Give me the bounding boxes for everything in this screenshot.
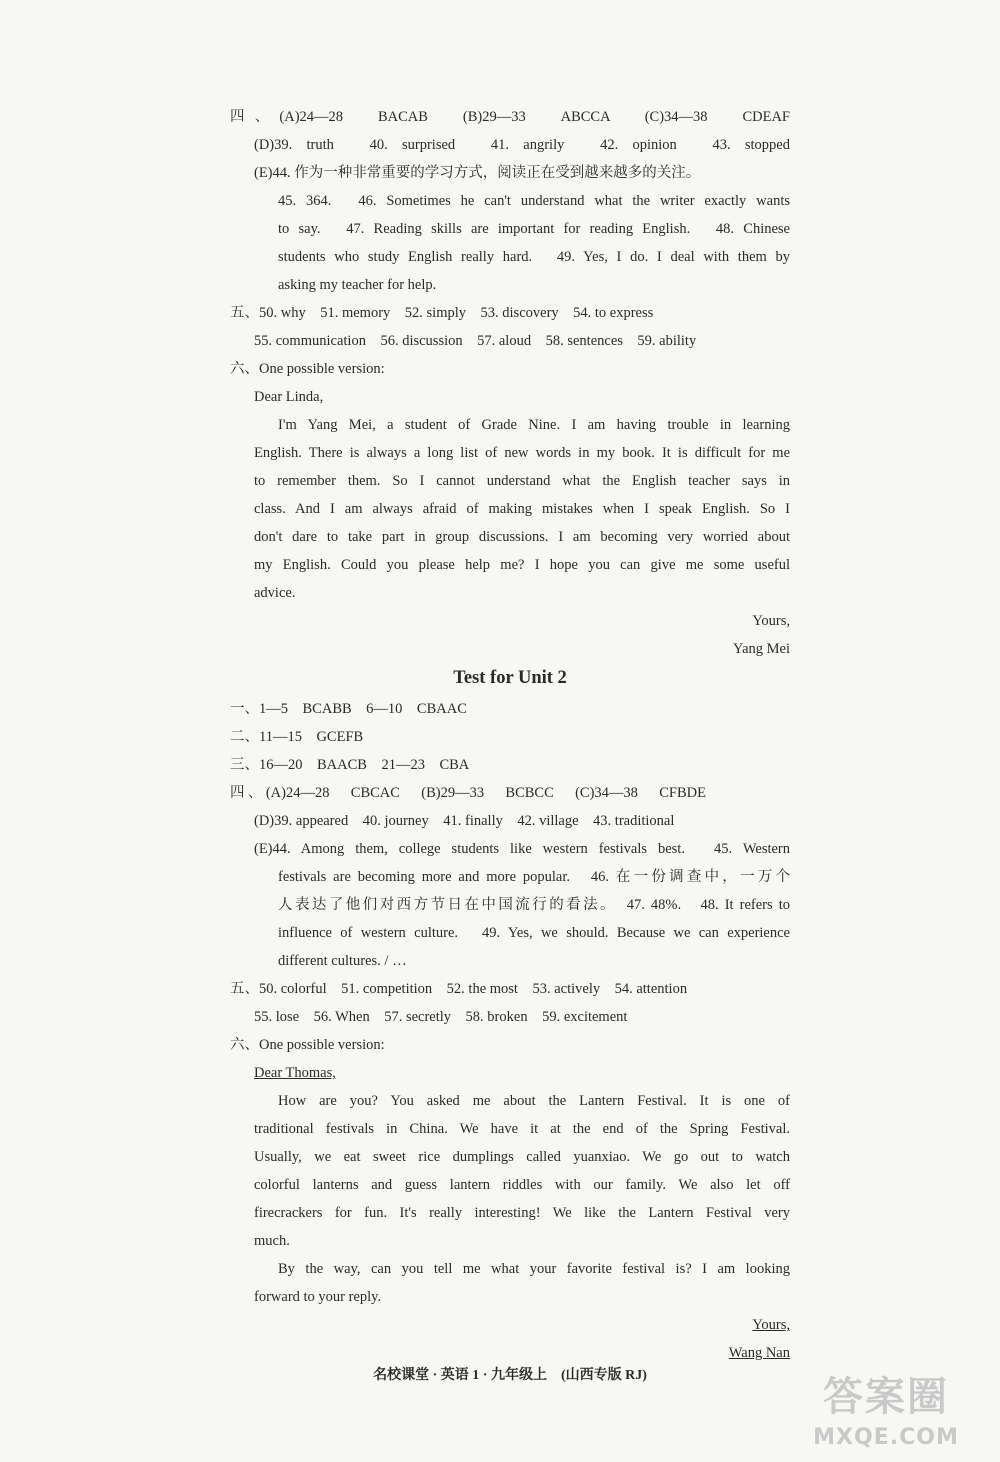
letter-line: How are you? You asked me about the Lantern Festival. It is one of [278,1093,790,1109]
section4-answers: 四、(A)24—28 CBCAC (B)29—33 BCBCC (C)34—38 CFBDE [230,785,706,801]
section4-answers: 四、(A)24—28 BACAB (B)29—33 ABCCA (C)34—38 CDEAF [230,109,790,125]
section4-e-line: to say. 47. Reading skills are important for reading English. 48. Chinese [278,221,790,237]
section4-e-answer-44: (E)44. 作为一种非常重要的学习方式，阅读正在受到越来越多的关注。 [254,165,701,181]
section5-answers-cont: 55. lose 56. When 57. secretly 58. broken 59. excitement [254,1009,628,1025]
section6-heading: 六、One possible version: [230,1037,385,1053]
section5-answers: 五、50. why 51. memory 52. simply 53. discovery 54. to express [230,305,654,321]
unit2-title: Test for Unit 2 [453,668,567,688]
section4-e-line: asking my teacher for help. [278,277,437,293]
letter-line: advice. [254,585,296,601]
section4-d-answers: (D)39. appeared 40. journey 41. finally 42. village 43. traditional [254,813,675,829]
section4-e-line: 45. 364. 46. Sometimes he can't understand what the writer exactly wants [278,193,790,209]
letter-line: colorful lanterns and guess lantern riddles with our family. We also let off [254,1177,790,1193]
watermark-text: 答案圈 [823,1374,949,1420]
section3-answers: 三、16—20 BAACB 21—23 CBA [230,757,470,773]
letter-closing-text: Yours, [752,1317,790,1333]
letter-signature: Yang Mei [733,641,790,657]
section4-d-answers: (D)39. truth 40. surprised 41. angrily 42. opinion 43. stopped [254,137,790,153]
watermark-logo [786,1370,986,1458]
letter-closing: Yours, [752,613,790,629]
watermark-url: MXQE.COM [813,1425,959,1450]
letter-signature [230,1343,790,1363]
letter-line: forward to your reply. [254,1289,382,1305]
section4-e-line: festivals are becoming more and more popular. 46. 在一份调查中，一万个 [278,869,790,885]
letter-line: my English. Could you please help me? I hope you can give me some useful [254,557,790,573]
letter-line: Usually, we eat sweet rice dumplings called yuanxiao. We go out to watch [254,1149,790,1165]
letter-closing [230,1315,790,1335]
letter-line: By the way, can you tell me what your favorite festival is? I am looking [278,1261,790,1277]
letter-line: I'm Yang Mei, a student of Grade Nine. I am having trouble in learning [278,417,790,433]
letter-line: to remember them. So I cannot understand what the English teacher says in [254,473,790,489]
section4-e-line: students who study English really hard. 49. Yes, I do. I deal with them by [278,249,790,265]
page-footer: 名校课堂 · 英语 1 · 九年级上 (山西专版 RJ) [373,1368,647,1383]
section5-answers-cont: 55. communication 56. discussion 57. aloud 58. sentences 59. ability [254,333,697,349]
letter-salutation: Dear Linda, [254,389,324,405]
letter-line: English. There is always a long list of new words in my book. It is difficult for me [254,445,790,461]
section4-e-line: (E)44. Among them, college students like western festivals best. 45. Western [254,841,790,857]
letter-salutation: Dear Thomas, [254,1065,336,1081]
letter-line: traditional festivals in China. We have it at the end of the Spring Festival. [254,1121,790,1137]
letter-line: firecrackers for fun. It's really interesting! We like the Lantern Festival very [254,1205,790,1221]
section4-e-line: influence of western culture. 49. Yes, we should. Because we can experience [278,925,790,941]
letter-signature-text: Wang Nan [728,1345,790,1361]
section2-answers: 二、11—15 GCEFB [230,729,364,745]
section1-answers: 一、1—5 BCABB 6—10 CBAAC [230,701,467,717]
section6-heading: 六、One possible version: [230,361,385,377]
letter-line: class. And I am always afraid of making mistakes when I speak English. So I [254,501,790,517]
section4-e-line: 人表达了他们对西方节日在中国流行的看法。 47. 48%. 48. It refers to [278,897,790,913]
section5-answers: 五、50. colorful 51. competition 52. the most 53. actively 54. attention [230,981,688,997]
letter-line: don't dare to take part in group discussions. I am becoming very worried about [254,529,790,545]
letter-line: much. [254,1233,290,1249]
section4-e-line: different cultures. / … [278,953,407,969]
